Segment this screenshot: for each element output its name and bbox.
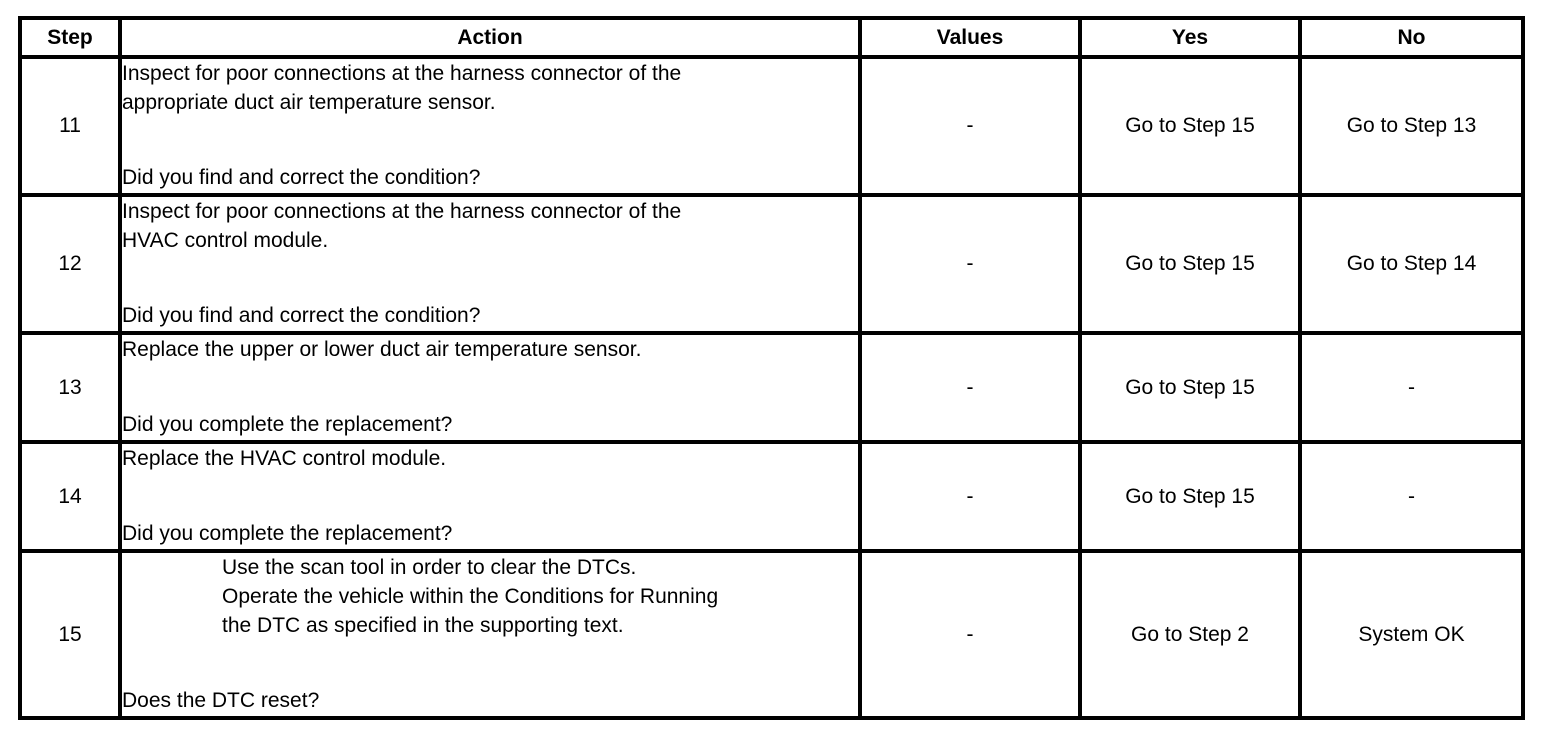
action-instruction: Replace the HVAC control module. — [122, 447, 447, 470]
yes-cell: Go to Step 15 — [1080, 57, 1300, 195]
values-cell: - — [860, 442, 1080, 551]
action-question: Did you complete the replacement? — [122, 522, 453, 545]
step-number: 13 — [20, 333, 120, 442]
table-row — [20, 195, 1523, 333]
yes-cell: Go to Step 2 — [1080, 551, 1300, 718]
action-cell — [120, 57, 860, 195]
table-header-row — [20, 18, 1523, 57]
header-action: Action — [120, 18, 860, 57]
action-instruction: Replace the upper or lower duct air temperature sensor. — [122, 338, 642, 361]
no-cell: System OK — [1300, 551, 1523, 718]
action-instruction: Use the scan tool in order to clear the DTCs. Operate the vehicle within the Conditions for Running the DTC as specified in the supporting text. — [222, 556, 719, 637]
action-question: Did you find and correct the condition? — [122, 166, 481, 189]
action-cell — [120, 551, 860, 718]
action-question: Did you complete the replacement? — [122, 413, 453, 436]
values-cell: - — [860, 333, 1080, 442]
header-no: No — [1300, 18, 1523, 57]
header-yes: Yes — [1080, 18, 1300, 57]
action-instruction: Inspect for poor connections at the harness connector of the appropriate duct air temperature sensor. — [122, 62, 682, 114]
values-cell: - — [860, 195, 1080, 333]
yes-cell: Go to Step 15 — [1080, 442, 1300, 551]
step-number: 14 — [20, 442, 120, 551]
header-values: Values — [860, 18, 1080, 57]
action-question: Does the DTC reset? — [122, 689, 320, 712]
action-cell — [120, 333, 860, 442]
action-cell — [120, 195, 860, 333]
yes-cell: Go to Step 15 — [1080, 333, 1300, 442]
table-row — [20, 442, 1523, 551]
action-instruction: Inspect for poor connections at the harness connector of the HVAC control module. — [122, 200, 682, 252]
step-number: 12 — [20, 195, 120, 333]
table-row — [20, 551, 1523, 718]
step-number: 11 — [20, 57, 120, 195]
no-cell: - — [1300, 442, 1523, 551]
no-cell: Go to Step 13 — [1300, 57, 1523, 195]
diagnostic-table — [18, 16, 1525, 720]
header-step: Step — [20, 18, 120, 57]
table-row — [20, 57, 1523, 195]
step-number: 15 — [20, 551, 120, 718]
no-cell: - — [1300, 333, 1523, 442]
action-question: Did you find and correct the condition? — [122, 304, 481, 327]
yes-cell: Go to Step 15 — [1080, 195, 1300, 333]
table-row — [20, 333, 1523, 442]
values-cell: - — [860, 57, 1080, 195]
values-cell: - — [860, 551, 1080, 718]
no-cell: Go to Step 14 — [1300, 195, 1523, 333]
action-cell — [120, 442, 860, 551]
